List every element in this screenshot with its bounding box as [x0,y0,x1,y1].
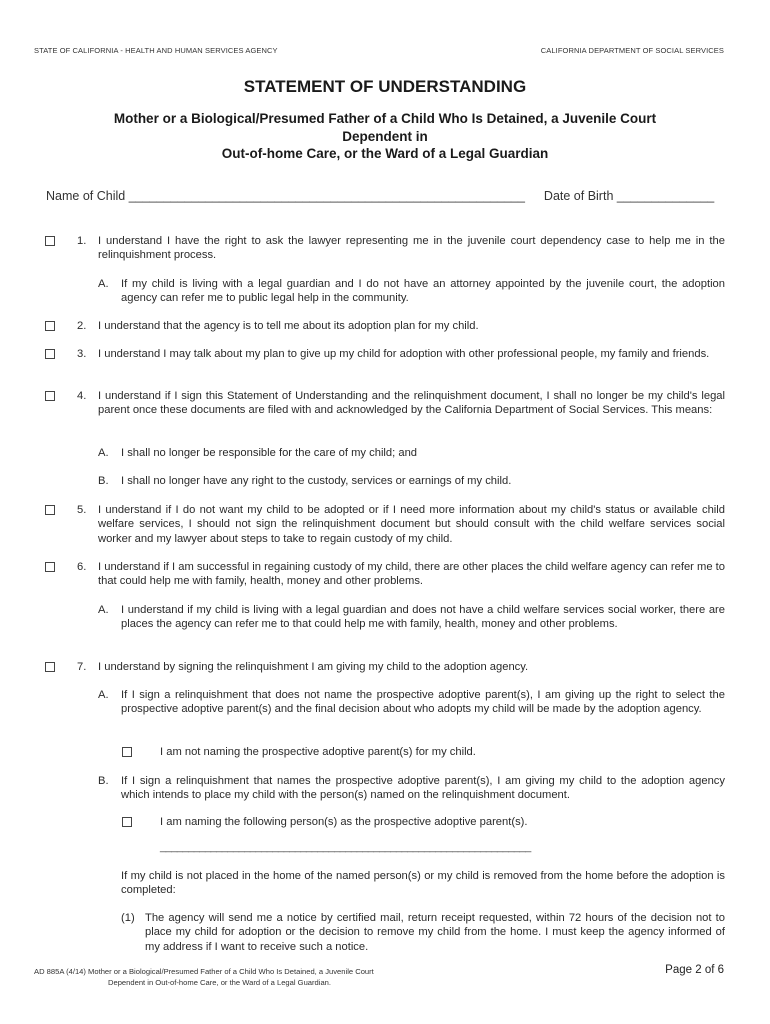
date-of-birth-field[interactable]: ______________ [616,189,715,203]
child-info-row [46,189,736,203]
item-1-checkbox[interactable] [45,236,55,246]
naming-parents-text: I am naming the following person(s) as the prospective adoptive parent(s). [160,816,528,828]
item-4a-letter: A. [98,447,109,459]
page-number: Page 2 of 6 [665,964,724,976]
item-4-number: 4. [77,390,87,402]
item-7b-letter: B. [98,775,109,787]
item-1a-text: If my child is living with a legal guardian and I do not have an attorney appointed by the juvenile court, the adoption agency can refer me to public legal help in the community. [121,278,725,305]
subtitle-line-1: Mother or a Biological/Presumed Father of a Child Who Is Detained, a Juvenile Court [113,111,657,126]
item-5-text: I understand if I do not want my child to be adopted or if I need more information about my child's status or available child welfare services, I should not sign the relinquishment document but should consult with the child welfare services social worker and my lawyer about steps to take to regain custody of my child. [98,504,725,545]
item-2-number: 2. [77,320,87,332]
form-identifier-line-2: Dependent in Out-of-home Care, or the Ward of a Legal Guardian. [108,978,332,987]
item-7a-text: If I sign a relinquishment that does not name the prospective adoptive parent(s), I am giving up the right to select the prospective adoptive parent(s) and the final decision about who adopts my child will be made by the adoption agency. [121,689,725,716]
item-2-text: I understand that the agency is to tell me about its adoption plan for my child. [98,320,479,332]
form-identifier-line-1: AD 885A (4/14) Mother or a Biological/Presumed Father of a Child Who Is Detained, a Juvenile Court [34,967,374,976]
item-1-text: I understand I have the right to ask the lawyer representing me in the juvenile court dependency case to help me in the relinquishment process. [98,235,725,262]
item-6-text: I understand if I am successful in regaining custody of my child, there are other places the child welfare agency can refer me to that could help me with family, health, money and other problems. [98,561,725,588]
item-4-checkbox[interactable] [45,391,55,401]
item-6-number: 6. [77,561,87,573]
item-6a-letter: A. [98,604,109,616]
item-3-checkbox[interactable] [45,349,55,359]
child-name-label: Name of Child [46,189,126,203]
item-5-number: 5. [77,504,87,516]
item-7-text: I understand by signing the relinquishment I am giving my child to the adoption agency. [98,661,529,673]
item-3-text: I understand I may talk about my plan to give up my child for adoption with other professional people, my family and friends. [98,348,710,360]
agency-header: STATE OF CALIFORNIA - HEALTH AND HUMAN SERVICES AGENCY [34,46,278,55]
item-1-number: 1. [77,235,87,247]
item-2-checkbox[interactable] [45,321,55,331]
item-4b-letter: B. [98,475,109,487]
item-6a-text: I understand if my child is living with a legal guardian and does not have a child welfare services social worker, there are places the agency can refer me to that could help me with family, health, money and other problems. [121,604,725,631]
item-7-checkbox[interactable] [45,662,55,672]
form-identifier [34,966,374,988]
item-3-number: 3. [77,348,87,360]
subtitle-line-2: Dependent in [342,128,428,144]
item-7b-1-text: The agency will send me a notice by certified mail, return receipt requested, within 72 hours of the decision not to place my child for adoption or the decision to remove my child from the home. I must keep the agency informed of my address if I want to receive such a notice. [145,912,725,953]
date-of-birth-label: Date of Birth [543,189,614,203]
item-4a-text: I shall no longer be responsible for the care of my child; and [121,447,418,459]
placement-note-text: If my child is not placed in the home of the named person(s) or my child is removed from the home before the adoption is completed: [121,870,725,897]
department-header: CALIFORNIA DEPARTMENT OF SOCIAL SERVICES [540,46,724,55]
subtitle-line-3: Out-of-home Care, or the Ward of a Legal Guardian [221,146,549,161]
item-4b-text: I shall no longer have any right to the custody, services or earnings of my child. [121,475,512,487]
item-7b-1-number: (1) [121,912,135,924]
document-subtitle [50,110,720,163]
item-7a-letter: A. [98,689,109,701]
prospective-parents-field[interactable]: __________________________________________________________________ [160,841,531,853]
document-title: STATEMENT OF UNDERSTANDING [243,77,527,96]
item-6-checkbox[interactable] [45,562,55,572]
item-1a-letter: A. [98,278,109,290]
naming-parents-checkbox[interactable] [122,817,132,827]
child-name-field[interactable]: _________________________________________________________ [128,189,525,203]
item-4-text: I understand if I sign this Statement of Understanding and the relinquishment document, I shall no longer be my child's legal parent once these documents are filed with and acknowledged by the California Department of Social Services. This means: [98,390,725,417]
item-7-number: 7. [77,661,87,673]
item-5-checkbox[interactable] [45,505,55,515]
not-naming-parents-checkbox[interactable] [122,747,132,757]
item-7b-text: If I sign a relinquishment that names the prospective adoptive parent(s), I am giving my child to the adoption agency which intends to place my child with the person(s) named on the relinquishment document. [121,775,725,802]
not-naming-parents-text: I am not naming the prospective adoptive parent(s) for my child. [160,746,476,758]
